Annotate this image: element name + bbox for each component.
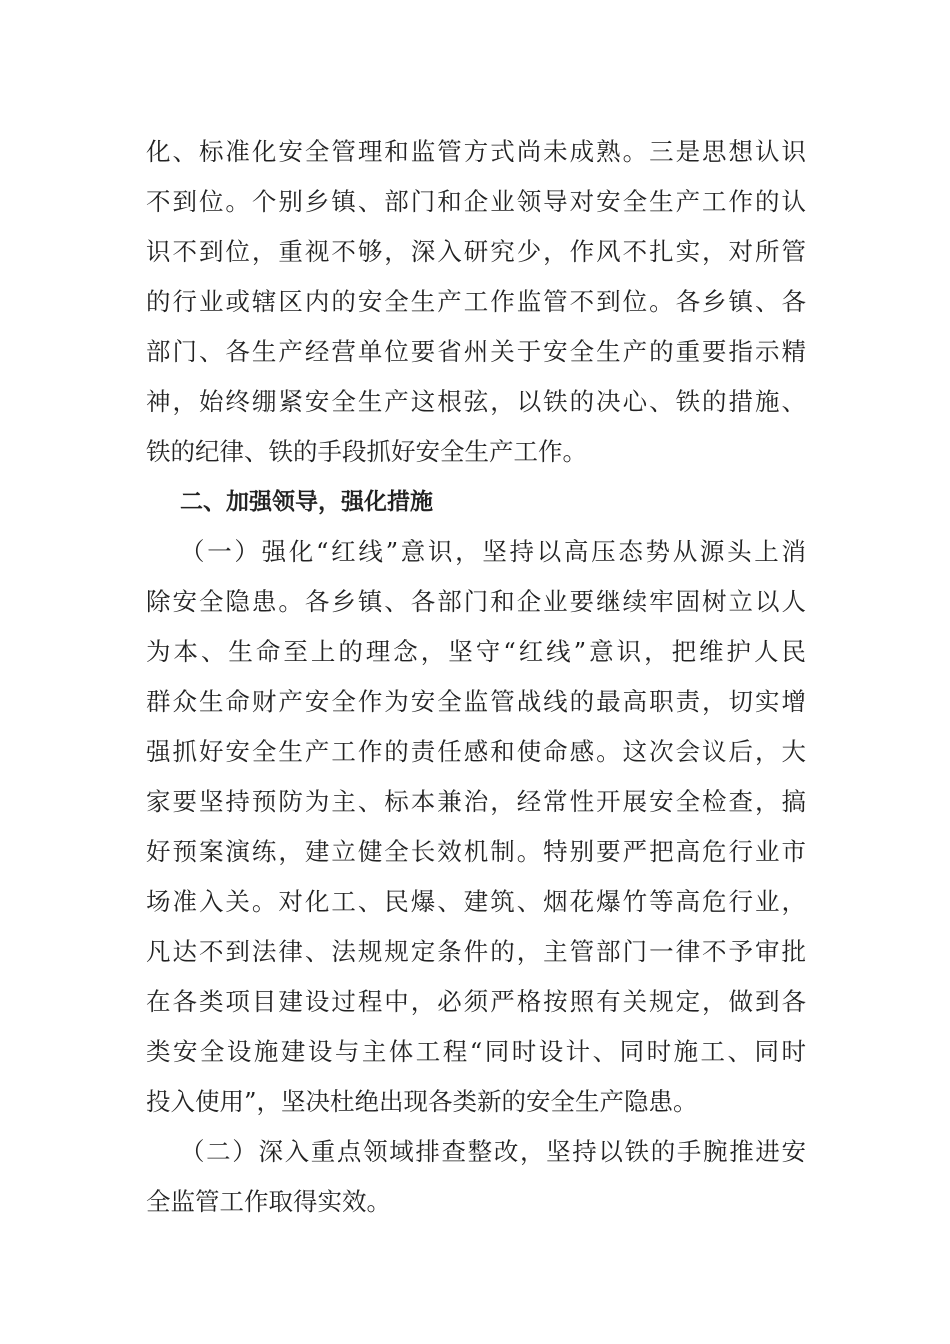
body-text-line: （二）深入重点领域排查整改，坚持以铁的手腕推进安 xyxy=(180,1137,806,1166)
section-heading: 二、加强领导，强化措施 xyxy=(180,489,433,515)
body-text-line: 家要坚持预防为主、标本兼治，经常性开展安全检查，搞 xyxy=(146,787,806,816)
body-text-line: 群众生命财产安全作为安全监管战线的最高职责，切实增 xyxy=(146,687,806,716)
body-text-line: 类安全设施建设与主体工程“同时设计、同时施工、同时 xyxy=(146,1037,806,1066)
body-text-line: （一）强化“红线”意识，坚持以高压态势从源头上消 xyxy=(180,537,806,566)
body-text-line: 铁的纪律、铁的手段抓好安全生产工作。 xyxy=(146,437,587,466)
body-text-line: 全监管工作取得实效。 xyxy=(146,1187,391,1216)
body-text-line: 场准入关。对化工、民爆、建筑、烟花爆竹等高危行业， xyxy=(146,887,806,916)
body-text-line: 不到位。个别乡镇、部门和企业领导对安全生产工作的认 xyxy=(146,187,806,216)
body-text-line: 为本、生命至上的理念，坚守“红线”意识，把维护人民 xyxy=(146,637,806,666)
body-text-line: 化、标准化安全管理和监管方式尚未成熟。三是思想认识 xyxy=(146,137,806,166)
body-text-line: 投入使用”，坚决杜绝出现各类新的安全生产隐患。 xyxy=(146,1087,698,1116)
body-text-line: 识不到位，重视不够，深入研究少，作风不扎实，对所管 xyxy=(146,237,806,266)
body-text-line: 除安全隐患。各乡镇、各部门和企业要继续牢固树立以人 xyxy=(146,587,806,616)
body-text-line: 的行业或辖区内的安全生产工作监管不到位。各乡镇、各 xyxy=(146,287,806,316)
body-text-line: 强抓好安全生产工作的责任感和使命感。这次会议后，大 xyxy=(146,737,806,766)
body-text-line: 神，始终绷紧安全生产这根弦，以铁的决心、铁的措施、 xyxy=(146,387,806,416)
body-text-line: 好预案演练，建立健全长效机制。特别要严把高危行业市 xyxy=(146,837,806,866)
body-text-line: 在各类项目建设过程中，必须严格按照有关规定，做到各 xyxy=(146,987,806,1016)
body-text-line: 凡达不到法律、法规规定条件的，主管部门一律不予审批 xyxy=(146,937,806,966)
body-text-line: 部门、各生产经营单位要省州关于安全生产的重要指示精 xyxy=(146,337,806,366)
